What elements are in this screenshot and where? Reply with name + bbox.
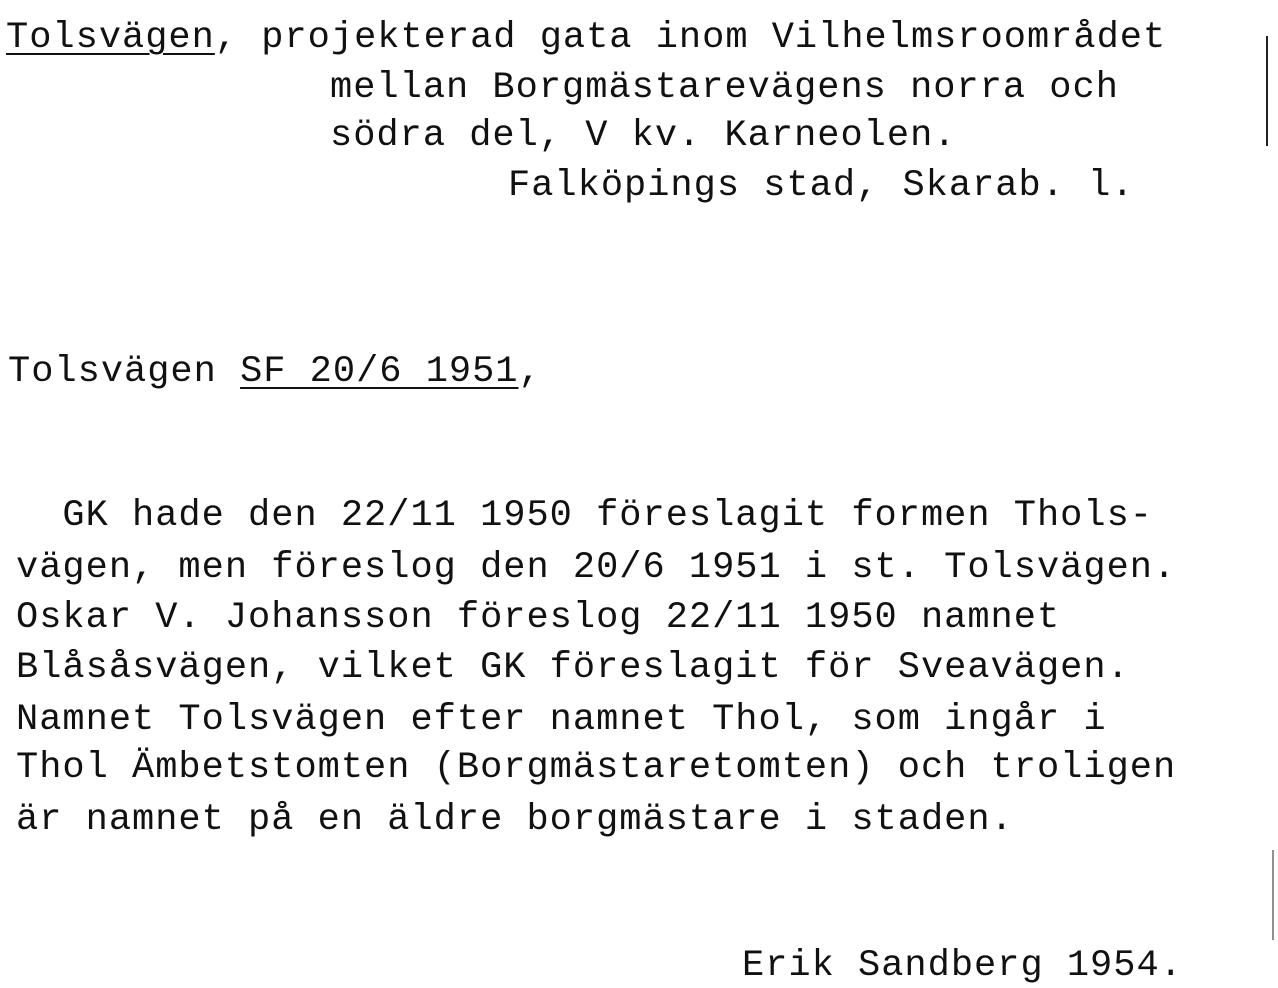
decision-trailing: , [518, 351, 542, 393]
body-line-3: Oskar V. Johansson föreslog 22/11 1950 namnet [16, 597, 1061, 639]
scan-edge-mark-top [1266, 36, 1268, 146]
header-line-2: mellan Borgmästarevägens norra och [330, 67, 1119, 109]
scan-edge-mark-bottom [1272, 850, 1274, 940]
header-line-3: södra del, V kv. Karneolen. [330, 115, 957, 157]
body-line-4: Blåsåsvägen, vilket GK föreslagit för Sveavägen. [16, 647, 1130, 689]
body-line-7: är namnet på en äldre borgmästare i staden. [16, 799, 1014, 841]
header-line-1 [6, 16, 1166, 60]
location-line: Falköpings stad, Skarab. l. [508, 165, 1135, 207]
decision-date: SF 20/6 1951 [240, 351, 519, 393]
decision-street-name: Tolsvägen [8, 351, 217, 393]
body-line-2: vägen, men föreslog den 20/6 1951 i st. Tolsvägen. [16, 547, 1177, 589]
street-name-heading: Tolsvägen [6, 17, 215, 59]
body-line-6: Thol Ämbetstomten (Borgmästaretomten) och troligen [16, 747, 1177, 789]
body-line-5: Namnet Tolsvägen efter namnet Thol, som ingår i [16, 699, 1107, 741]
body-line-1: GK hade den 22/11 1950 föreslagit formen Thols- [16, 495, 1153, 537]
decision-line [8, 350, 542, 394]
header-description-1: , projekterad gata inom Vilhelmsroområdet [214, 17, 1167, 59]
signature: Erik Sandberg 1954. [742, 945, 1183, 987]
